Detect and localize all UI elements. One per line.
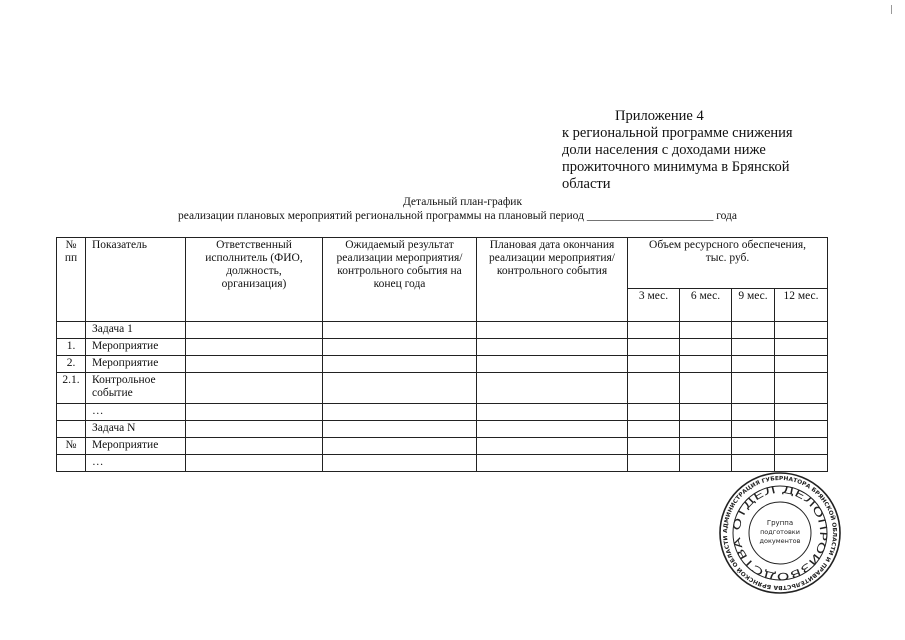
table-row [57, 356, 828, 373]
header-result: Ожидаемый результат реализации мероприятия/контрольного события на конец года [323, 238, 477, 322]
row-name: Мероприятие [86, 339, 186, 356]
appendix-title: Приложение 4 [615, 108, 704, 124]
table-row [57, 438, 828, 455]
appendix-line: доли населения с доходами ниже [562, 142, 766, 158]
appendix-header [562, 108, 822, 193]
row-name: Задача 1 [86, 322, 186, 339]
row-name: … [86, 455, 186, 472]
header-period-12: 12 мес. [775, 289, 828, 322]
row-name: … [86, 404, 186, 421]
stamp-center-line: подготовки [760, 528, 800, 536]
table-header-row [57, 238, 828, 289]
row-name: Мероприятие [86, 438, 186, 455]
table-row [57, 404, 828, 421]
header-period-6: 6 мес. [680, 289, 732, 322]
stamp-outer-textpath: АДМИНИСТРАЦИЯ ГУБЕРНАТОРА БРЯНСКОЙ ОБЛАСТИ И ПРАВИТЕЛЬСТВА БРЯНСКОЙ ОБЛАСТИ [722, 475, 838, 591]
row-num [57, 404, 86, 421]
stamp-center-line: Группа [766, 519, 794, 527]
header-date: Плановая дата окончания реализации мероприятия/ контрольного события [477, 238, 628, 322]
header-num [57, 238, 86, 322]
scan-mark [891, 5, 892, 14]
header-num-abbr: пп [64, 252, 78, 264]
row-num [57, 421, 86, 438]
row-num: 1. [57, 339, 86, 356]
department-stamp [719, 472, 841, 594]
row-num [57, 322, 86, 339]
plan-table [56, 237, 828, 472]
table-row [57, 421, 828, 438]
row-num: № [57, 438, 86, 455]
appendix-line: к региональной программе снижения [562, 125, 793, 141]
table-row [57, 322, 828, 339]
header-executor: Ответственный исполнитель (ФИО, должность, организация) [186, 238, 323, 322]
appendix-line: области [562, 176, 611, 192]
row-num: 2.1. [57, 373, 86, 404]
row-name: Контрольное событие [86, 373, 186, 404]
row-name: Задача N [86, 421, 186, 438]
header-indicator: Показатель [86, 238, 186, 322]
plan-title: Детальный план-график [402, 196, 523, 208]
header-period-9: 9 мес. [732, 289, 775, 322]
stamp-center-line: документов [759, 537, 801, 545]
row-name: Мероприятие [86, 356, 186, 373]
table-row [57, 455, 828, 472]
table-row [57, 373, 828, 404]
row-num [57, 455, 86, 472]
plan-title-block [0, 195, 905, 223]
table-row [57, 339, 828, 356]
row-num: 2. [57, 356, 86, 373]
appendix-line: прожиточного минимума в Брянской [562, 159, 790, 175]
stamp-ring-textpath: ОТДЕЛ ДЕЛОПРОИЗВОДСТВА [731, 484, 829, 582]
header-resources: Объем ресурсного обеспечения, тыс. руб. [628, 238, 828, 289]
header-num-symbol: № [65, 239, 77, 251]
header-period-3: 3 мес. [628, 289, 680, 322]
plan-subtitle: реализации плановых мероприятий региональной программы на плановый период ______________________ года [177, 210, 738, 222]
